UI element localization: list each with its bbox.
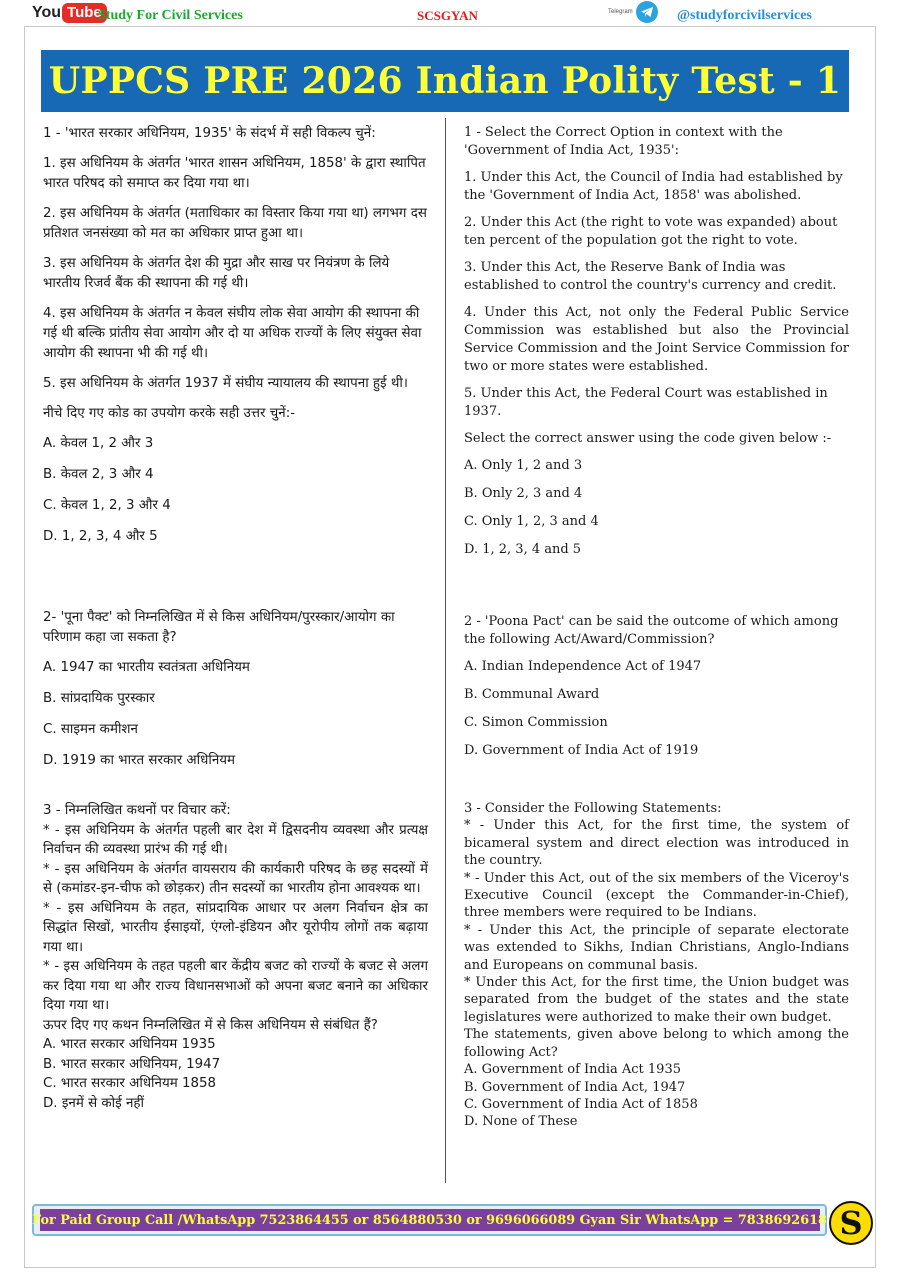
question-stem: 3 - Consider the Following Statements: [464, 801, 722, 816]
question-ask: ऊपर दिए गए कथन निम्नलिखित में से किस अधिनियम से संबंधित हैं? [43, 1017, 378, 1033]
option-a: A. भारत सरकार अधिनियम 1935 [43, 1037, 216, 1052]
option-b: B. भारत सरकार अधिनियम, 1947 [43, 1056, 221, 1072]
question-ask: The statements, given above belong to which among the following Act? [464, 1027, 849, 1060]
statement: * - Under this Act, out of the six members of the Viceroy's Executive Council (except the Commander-in-Chief), three members were required to be Indians. [464, 870, 849, 921]
option-c: C. साइमन कमीशन [43, 722, 138, 737]
option-c: C. भारत सरकार अधिनियम 1858 [43, 1076, 217, 1091]
english-question-3 [464, 800, 849, 1131]
option-d: D. इनमें से कोई नहीं [43, 1095, 144, 1111]
english-question-2 [464, 613, 849, 770]
option-b: B. Government of India Act, 1947 [464, 1079, 686, 1095]
statement: * - इस अधिनियम के अंतर्गत वायसराय की कार्यकारी परिषद के छह सदस्यों में से (कमांडर-इन-चीफ को छोड़कर) तीन सदस्यों का भारतीय होना आवश्यक था। [43, 861, 428, 896]
contact-bar [32, 1209, 827, 1231]
option-a: A. केवल 1, 2 और 3 [43, 436, 154, 451]
question-stem: 2 - 'Poona Pact' can be said the outcome of which among the following Act/Award/Commission? [464, 614, 839, 647]
option-d: D. 1919 का भारत सरकार अधिनियम [43, 753, 236, 768]
option-d: D. None of These [464, 1114, 578, 1130]
question-stem: 1 - Select the Correct Option in context with the 'Government of India Act, 1935': [464, 125, 783, 158]
option-d: D. 1, 2, 3, 4 and 5 [464, 542, 582, 557]
statement: 2. Under this Act (the right to vote was expanded) about ten percent of the population got the right to vote. [464, 215, 838, 248]
statement: * - इस अधिनियम के तहत पहली बार केंद्रीय बजट को राज्यों के बजट से अलग कर दिया गया था और राज्य विधानसभाओं को अपना बजट बनाने का अधिकार दिया गया था। [43, 959, 428, 1013]
statement: 4. Under this Act, not only the Federal Public Service Commission was established but also the Provincial Service Commission and the Joint Service Commission for two or more states were established. [464, 305, 849, 374]
youtube-logo-you: You [32, 4, 62, 21]
option-b: B. केवल 2, 3 और 4 [43, 467, 154, 482]
option-d: D. Government of India Act of 1919 [464, 743, 699, 758]
english-question-1 [464, 124, 849, 569]
brand-logo [829, 1201, 873, 1245]
option-a: A. 1947 का भारतीय स्वतंत्रता अधिनियम [43, 660, 250, 675]
youtube-logo [32, 2, 107, 24]
option-b: B. सांप्रदायिक पुरस्कार [43, 691, 155, 706]
telegram-badge [608, 1, 658, 23]
statement: * Under this Act, for the first time, the Union budget was separated from the budget of the states and the state legislatures were authorized to make their own budget. [464, 975, 849, 1025]
answer-instruction: नीचे दिए गए कोड का उपयोग करके सही उत्तर चुनें:- [43, 406, 296, 421]
question-stem: 1 - 'भारत सरकार अधिनियम, 1935' के संदर्भ में सही विकल्प चुनें: [43, 126, 376, 141]
channel-code: SCSGYAN [417, 8, 478, 23]
statement: * - इस अधिनियम के तहत, सांप्रदायिक आधार पर अलग निर्वाचन क्षेत्र का सिद्धांत सिखों, भारतीय ईसाइयों, एंग्लो-इंडियन और यूरोपीय लोगों तक बढ़ाया गया था। [43, 900, 428, 955]
option-c: C. केवल 1, 2, 3 और 4 [43, 498, 171, 513]
statement: 3. Under this Act, the Reserve Bank of India was established to control the country's currency and credit. [464, 260, 837, 293]
telegram-label: Telegram [608, 9, 633, 15]
statement: * - Under this Act, the principle of separate electorate was extended to Sikhs, Indian Christians, Anglo-Indians and Europeans on communal basis. [464, 922, 849, 973]
statement: * - Under this Act, for the first time, the system of bicameral system and direct election was introduced in the country. [464, 818, 849, 869]
statement: 5. इस अधिनियम के अंतर्गत 1937 में संघीय न्यायालय की स्थापना हुई थी। [43, 376, 408, 391]
question-stem: 2- 'पूना पैक्ट' को निम्नलिखित में से किस अधिनियम/पुरस्कार/आयोग का परिणाम कहा जा सकता है? [43, 610, 395, 645]
telegram-handle: @studyforcivilservices [677, 8, 812, 23]
option-b: B. Communal Award [464, 687, 600, 702]
answer-instruction: Select the correct answer using the code given below :- [464, 431, 832, 446]
page-title: UPPCS PRE 2026 Indian Polity Test - 1 [48, 60, 842, 102]
telegram-icon [636, 1, 658, 23]
youtube-logo-tube: Tube [62, 3, 107, 23]
question-stem: 3 - निम्नलिखित कथनों पर विचार करें: [43, 803, 231, 818]
statement: 1. इस अधिनियम के अंतर्गत 'भारत शासन अधिनियम, 1858' के द्वारा स्थापित भारत परिषद को समाप्त कर दिया गया था। [43, 156, 426, 191]
option-d: D. 1, 2, 3, 4 और 5 [43, 529, 158, 544]
brand-logo-letter: S [839, 1204, 863, 1242]
statement: * - इस अधिनियम के अंतर्गत पहली बार देश में द्विसदनीय व्यवस्था और प्रत्यक्ष निर्वाचन की व्यवस्था प्रारंभ की गई थी। [43, 822, 428, 857]
statement: 3. इस अधिनियम के अंतर्गत देश की मुद्रा और साख पर नियंत्रण के लिये भारतीय रिजर्व बैंक की स्थापना की गई थी। [43, 256, 390, 291]
contact-footer [32, 1204, 827, 1236]
option-b: B. Only 2, 3 and 4 [464, 486, 583, 501]
statement: 4. इस अधिनियम के अंतर्गत न केवल संघीय लोक सेवा आयोग की स्थापना की गई थी बल्कि प्रांतीय सेवा आयोग और दो या अधिक राज्यों के लिए संयुक्त सेवा आयोग की स्थापना भी की गई थी। [43, 306, 422, 361]
hindi-question-1 [43, 124, 428, 558]
option-c: C. Simon Commission [464, 715, 608, 730]
statement: 1. Under this Act, the Council of India had established by the 'Government of India Act, 1858' was abolished. [464, 170, 843, 203]
statement: 5. Under this Act, the Federal Court was established in 1937. [464, 386, 828, 419]
column-divider [445, 118, 446, 1183]
contact-text: For Paid Group Call /WhatsApp 7523864455 or 8564880530 or 9696066089 Gyan Sir WhatsApp = 7838692618 [32, 1212, 827, 1228]
option-c: C. Government of India Act of 1858 [464, 1096, 698, 1112]
hindi-question-3 [43, 801, 428, 1113]
option-a: A. Government of India Act 1935 [464, 1062, 681, 1078]
channel-name: Study For Civil Services [98, 8, 243, 23]
option-a: A. Only 1, 2 and 3 [464, 458, 583, 473]
statement: 2. इस अधिनियम के अंतर्गत (मताधिकार का विस्तार किया गया था) लगभग दस प्रतिशत जनसंख्या को मत का अधिकार प्राप्त हुआ था। [43, 206, 427, 241]
hindi-question-2 [43, 608, 428, 782]
option-c: C. Only 1, 2, 3 and 4 [464, 514, 599, 529]
title-banner [41, 50, 849, 112]
option-a: A. Indian Independence Act of 1947 [464, 659, 702, 674]
